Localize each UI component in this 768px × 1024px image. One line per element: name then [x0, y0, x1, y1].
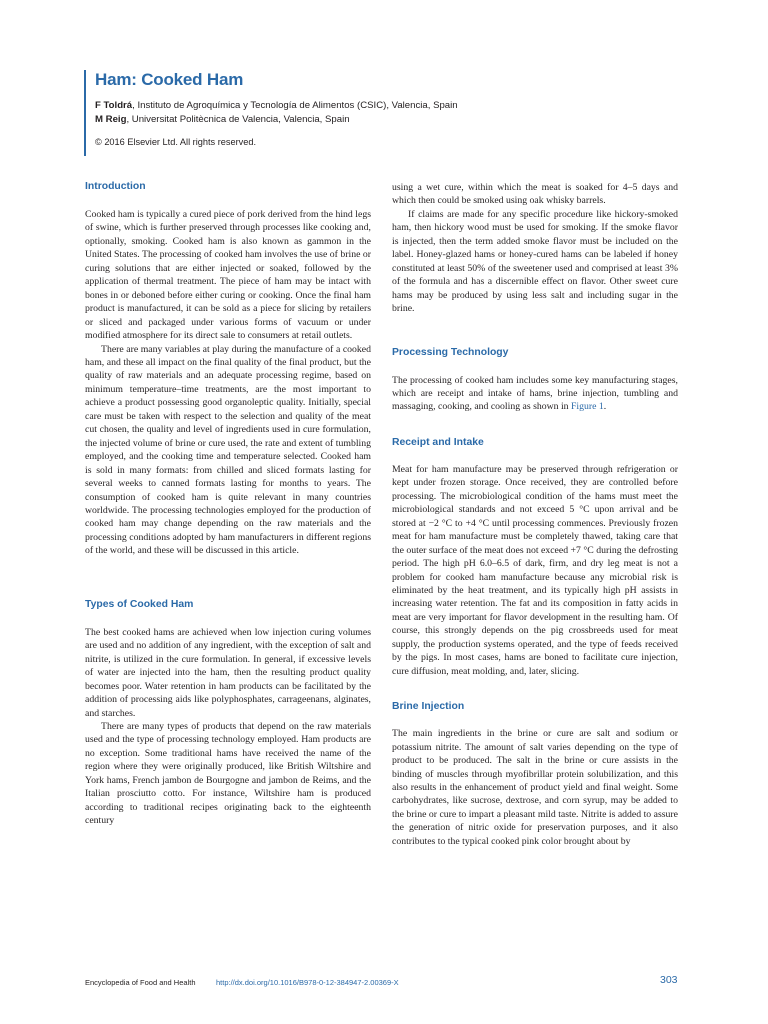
processing-text-end: .: [603, 401, 607, 413]
author-1: [95, 99, 458, 113]
intro-paragraph-1: Cooked ham is typically a cured piece of pork derived from the hind legs of swine, which is further preserved through processes like cooking and, optionally, smoking. Cooked ham is also known as gammon in the United States. The processing of cooked ham involves the use of brine or curing solutions that are either injected or soaked, followed by the application of thermal treatment. The piece of ham may be intact with bones in or deboned before either curing or cooking. Once the final ham product is manufactured, it can be sold as a piece for slicing by retailers or sliced and packaged under various forms of vacuum or under modified atmosphere for its direct sale to consumers at retail outlets.: [85, 209, 371, 342]
heading-introduction: Introduction: [85, 181, 146, 192]
footer-doi-link[interactable]: http://dx.doi.org/10.1016/B978-0-12-384947-2.00369-X: [216, 978, 399, 987]
processing-paragraph-1: [392, 374, 678, 414]
types-paragraph-2: There are many types of products that depend on the raw materials used and the type of processing technology employed. Ham products are no exception. Some traditional hams have received the name of the region where they were originally produced, like British Wiltshire and York hams, French jambon de Bourgogne and jambon de Reims, and the Italian prosciutto cotto. For instance, Wiltshire ham is produced according to traditional recipes originating back to the eighteenth century: [85, 720, 371, 827]
receipt-paragraph-1: Meat for ham manufacture may be preserved through refrigeration or kept under frozen storage. Once received, they are controlled before processing. The microbiological condition of the hams must meet the microbiological standards and not exceed 5 °C upon arrival and be stored at −2 °C to +4 °C until processing commences. Previously frozen meat for ham manufacture must be completely thawed, taking care that the outer surface of the meat does not exceed +7 °C during the defrosting period. The high pH 6.0–6.5 of dark, firm, and dry leg meat is not a problem for cooked ham manufacture because any microbial risk is eliminated by the heat treatment, and its typically high pH assists in increasing water retention. The fat and its composition in fatty acids in meat are very important for flavor development in the resulting ham. Of course, this strongly depends on the pig crossbreeds used for meat supply, the production systems operated, and the type of feeds received by the pigs. In most cases, hams are boned to facilitate cure injection, cure diffusion, meat molding, and, later, slicing.: [392, 463, 678, 677]
intro-paragraph-2: There are many variables at play during the manufacture of a cooked ham, and these all impact on the final quality of the final product, but the quality of raw materials and an adequate processing regime, based on minimum temperature–time treatments, are the most important to achieve a product possessing good organoleptic quality. Initially, special care must be taken with respect to the selection and quality of the meat cut chosen, the quality and level of ingredients used in cure formulation, the injected volume of brine or cure used, the rate and extent of tumbling employed, and the cooking time and temperature selected. Cooked ham is sold in many formats: from chilled and sliced formats lasting for several weeks to canned formats lasting for months to years. The consumption of cooked ham is quite relevant in many countries worldwide. The processing technologies employed for the production of cooked ham may change depending on the raw materials and the processing conditions adopted by ham manufacturers in different regions of the world, and these will be discussed in this article.: [85, 343, 371, 557]
figure-1-link[interactable]: Figure 1: [571, 401, 604, 413]
footer-page-number: 303: [660, 974, 678, 986]
heading-brine-injection: Brine Injection: [392, 701, 465, 713]
types-paragraph-3: using a wet cure, within which the meat is soaked for 4–5 days and which then could be smoked using oak whisky barrels.: [392, 182, 678, 207]
left-column: [85, 180, 371, 828]
header-accent-bar: [84, 70, 86, 156]
processing-text: The processing of cooked ham includes some key manufacturing stages, which are receipt and intake of hams, brine injection, tumbling and massaging, cooking, and cooling as shown in: [392, 374, 678, 413]
author-1-name: F Toldrá: [95, 100, 133, 111]
author-2: [95, 113, 458, 127]
author-1-affiliation: , Instituto de Agroquímica y Tecnología de Alimentos (CSIC), Valencia, Spain: [132, 100, 458, 111]
author-2-name: M Reig: [95, 113, 127, 125]
copyright-notice: © 2016 Elsevier Ltd. All rights reserved.: [95, 137, 256, 147]
heading-receipt-and-intake: Receipt and Intake: [392, 436, 484, 448]
types-paragraph-4: If claims are made for any specific procedure like hickory-smoked ham, then hickory wood must be used for smoking. If the smoke flavor is injected, then the term added smoke flavor must be included on the label. Honey-glazed hams or honey-cured hams can be labeled if honey constituted at least 50% of the sweetener used and comprised at least 3% of the formula and has a discernible effect on flavor. Other sweet cure hams may be produced by using less salt and including sugar in the brine.: [392, 208, 678, 315]
brine-paragraph-1: The main ingredients in the brine or cure are salt and sodium or potassium nitrite. The amount of salt varies depending on the type of product to be produced. The salt in the brine or cure assists in the binding of muscles through myofibrillar protein solubilization, and this also results in the enhancement of product yield and final weight. Some carbohydrates, like sucrose, dextrose, and corn syrup, may be added to the brine or cure to impart a pleasant mild taste. Nitrite is added to assure the generation of nitric oxide for preservation purposes, and it also contributes to the typical cooked pink color brought about by: [392, 728, 678, 847]
heading-processing-technology: Processing Technology: [392, 346, 509, 358]
author-list: [95, 99, 458, 126]
author-2-affiliation: , Universitat Politècnica de Valencia, Valencia, Spain: [126, 113, 350, 125]
article-title: Ham: Cooked Ham: [95, 70, 244, 89]
right-column: [392, 181, 678, 848]
types-paragraph-1: The best cooked hams are achieved when low injection curing volumes are used and no addition of any ingredient, with the exception of salt and nitrite, is utilized in the cure formulation. In general, if excessive levels of water are injected into the ham, then the resulting product quality becomes poor. Water retention in ham products can be facilitated by the addition of processing aids like polyphosphates, carrageenans, alginates, and starches.: [85, 626, 371, 719]
heading-types-of-cooked-ham: Types of Cooked Ham: [85, 598, 194, 610]
footer-journal-name: Encyclopedia of Food and Health: [85, 978, 196, 987]
